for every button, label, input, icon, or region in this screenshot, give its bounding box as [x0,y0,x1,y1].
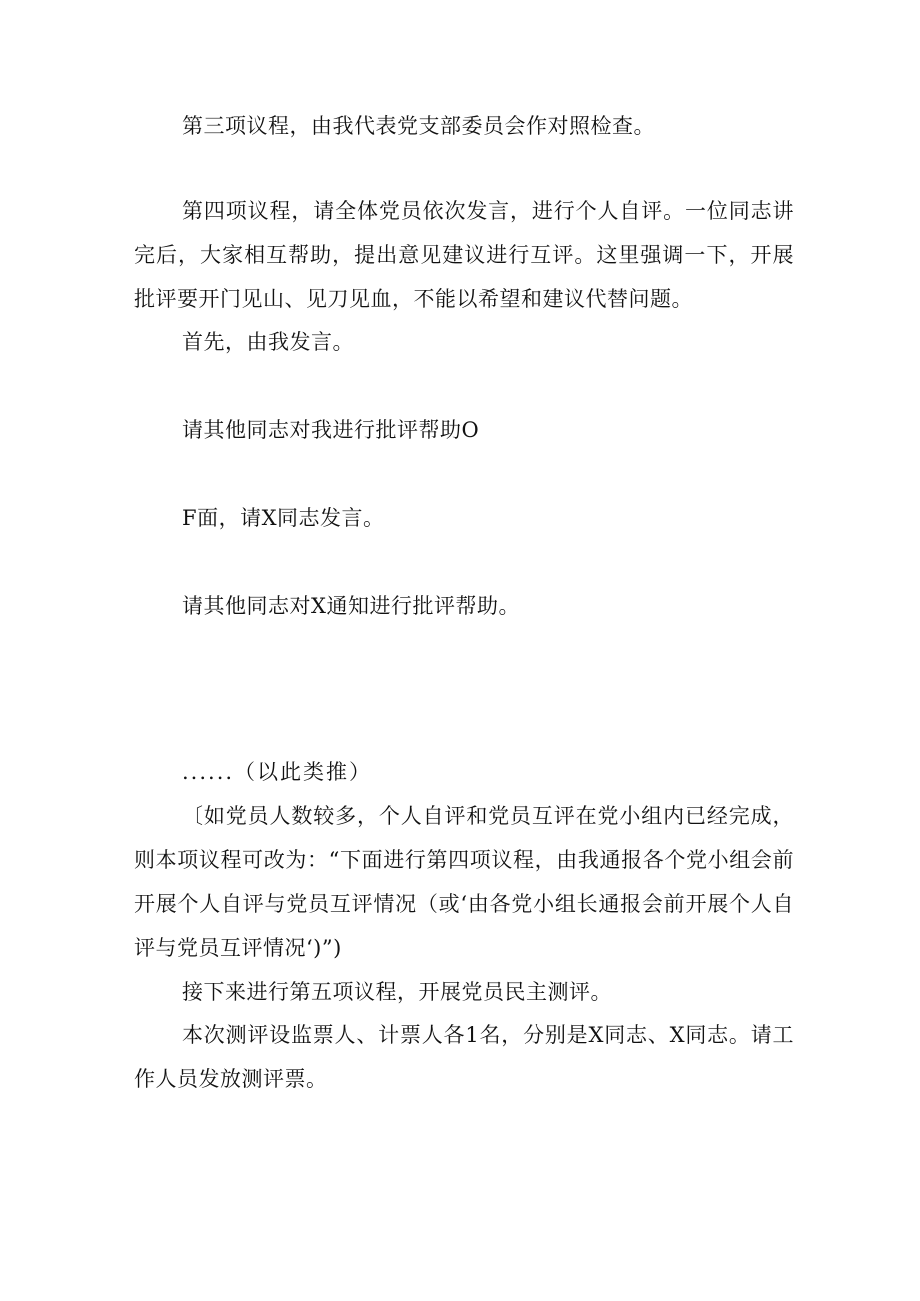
paragraph-alternative-note: 〔如党员人数较多，个人自评和党员互评在党小组内已经完成，则本项议程可改为：“下面进行第四项议程，由我通报各个党小组会前开展个人自评与党员互评情况（或‘由各党小组长通报会前开展个人自评与党员互评情况‘)”) [134,804,794,960]
paragraph-agenda-item-4: 第四项议程，请全体党员依次发言，进行个人自评。一位同志讲完后，大家相互帮助，提出意见建议进行互评。这里强调一下，开展批评要开门见山、见刀见血，不能以希望和建议代替问题。 [134,199,794,311]
paragraph-agenda-item-5: 接下来进行第五项议程，开展党员民主测评。 [182,980,612,1004]
paragraph-and-so-on: ......（以此类推） [182,760,373,784]
paragraph-vote-counters: 本次测评设监票人、计票人各1名，分别是X同志、X同志。请工作人员发放测评票。 [134,1023,794,1091]
paragraph-request-criticism: 请其他同志对我进行批评帮助O [182,418,480,442]
paragraph-first-speak: 首先，由我发言。 [182,330,354,354]
paragraph-next-speaker: F面，请X同志发言。 [182,506,385,530]
paragraph-agenda-item-3: 第三项议程，由我代表党支部委员会作对照检查。 [182,114,655,138]
paragraph-criticize-x: 请其他同志对X通知进行批评帮助。 [182,594,520,618]
